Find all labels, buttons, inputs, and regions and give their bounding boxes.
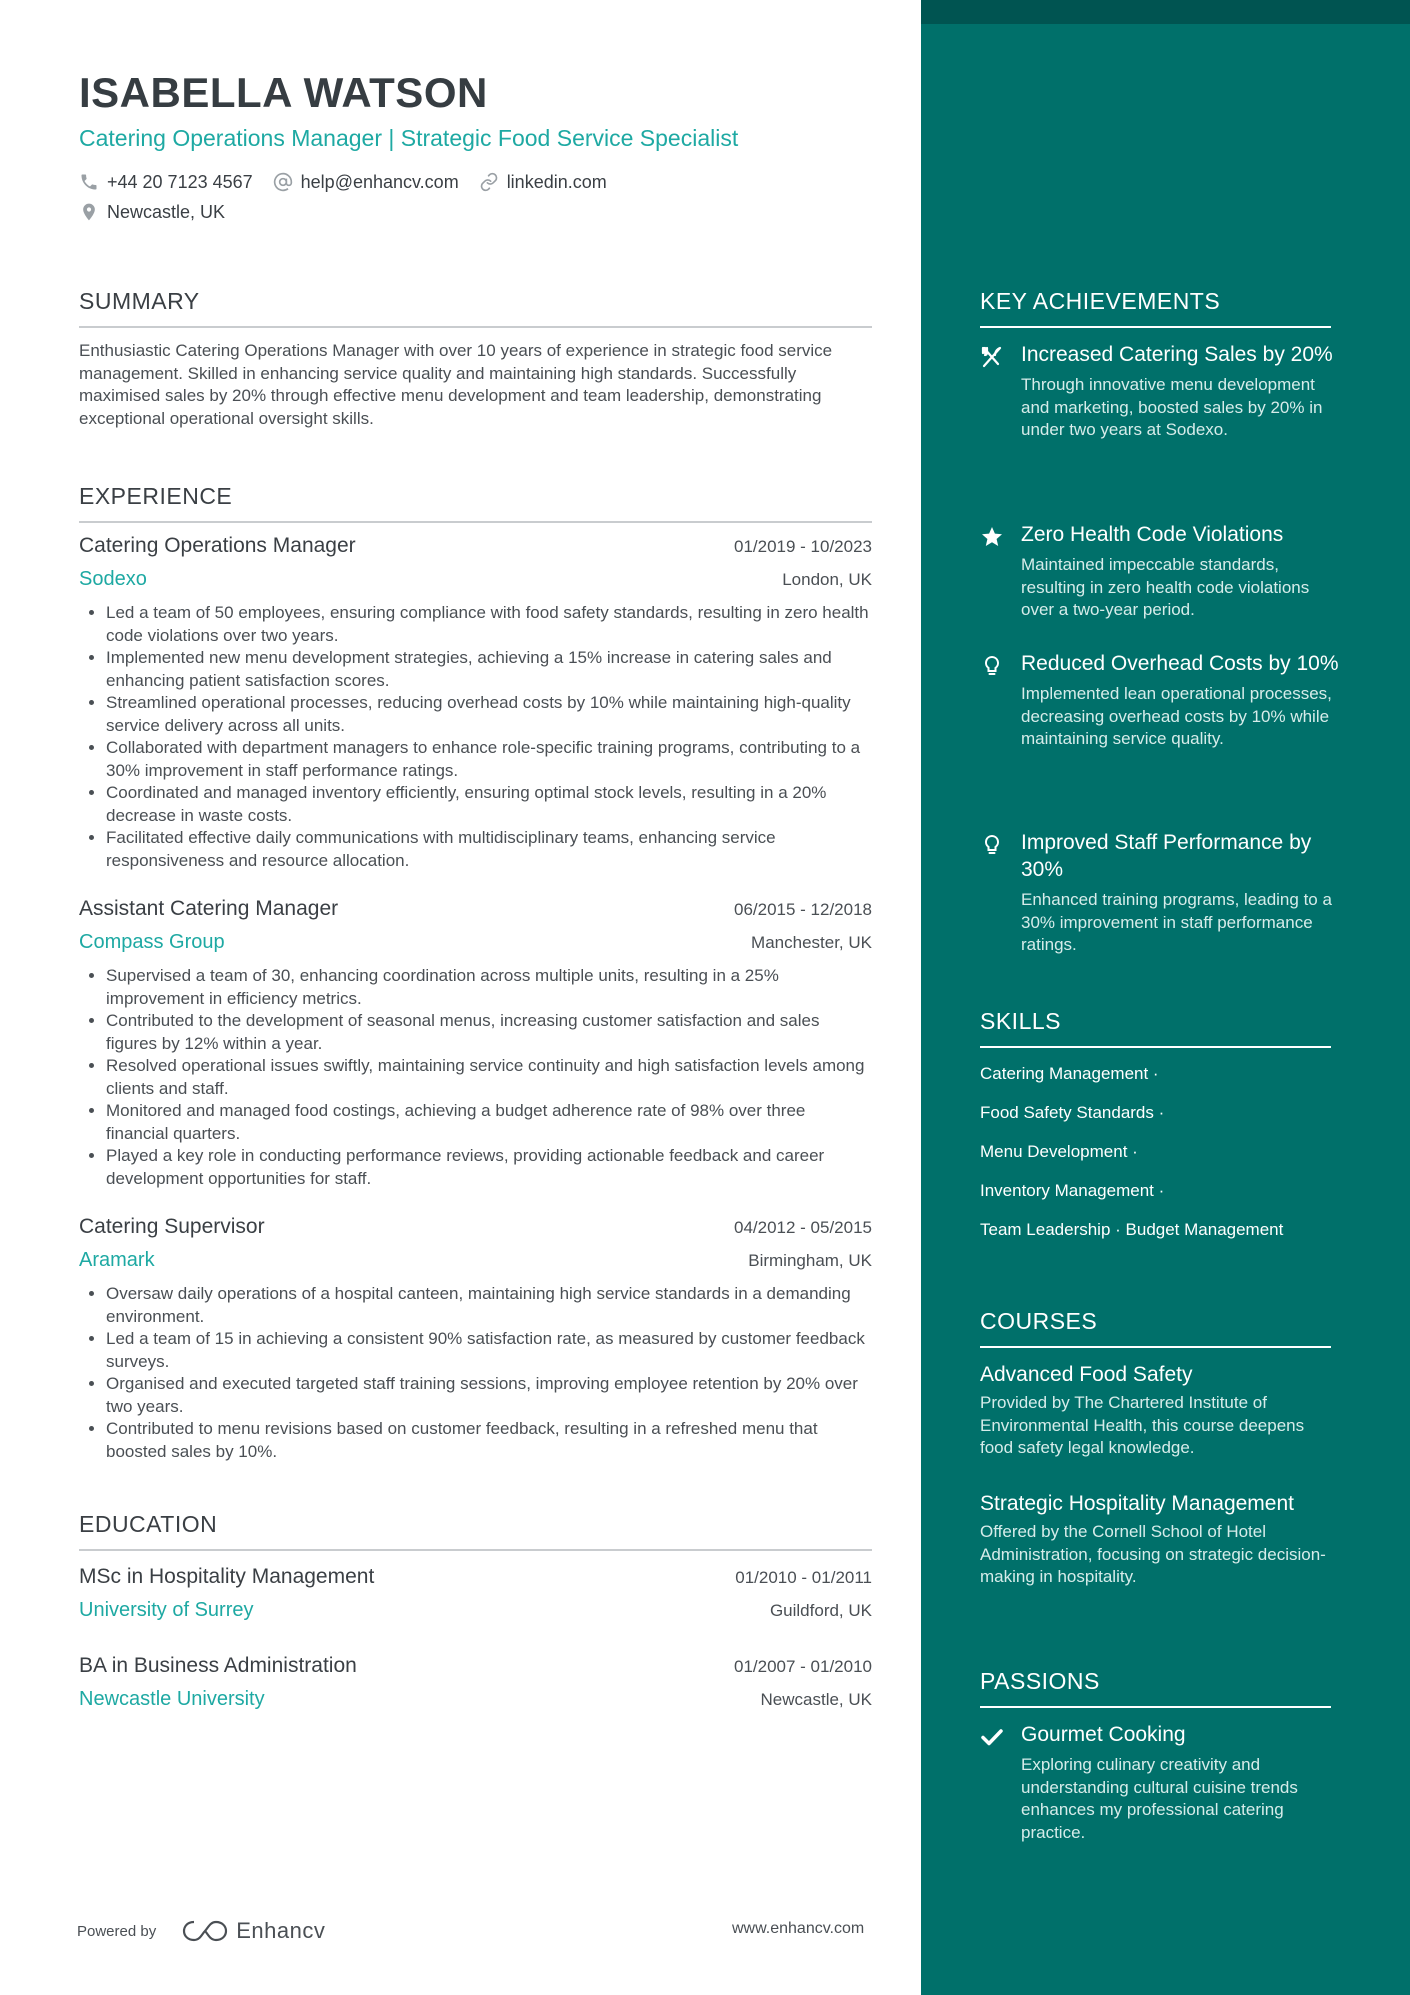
star-icon xyxy=(980,525,1004,549)
job-dates: 06/2015 - 12/2018 xyxy=(733,900,872,919)
job-role: Assistant Catering Manager xyxy=(79,897,339,920)
job-role: Catering Supervisor xyxy=(79,1215,265,1238)
checkmark-icon xyxy=(980,1725,1004,1749)
achievement-desc: Maintained impeccable standards, resulting in zero health code violations over a two-year period. xyxy=(1021,555,1310,619)
bullet-item: • Resolved operational issues swiftly, maintaining service continuity and high satisfaction levels among clients and staff. xyxy=(106,1055,872,1100)
footer-website[interactable]: www.enhancv.com xyxy=(732,1920,865,1937)
bullet-item: • Organised and executed targeted staff training sessions, improving employee retention by 20% over two years. xyxy=(106,1373,872,1418)
job-bullets xyxy=(79,965,872,1190)
phone-icon xyxy=(79,172,99,192)
bullet-item: • Led a team of 50 employees, ensuring compliance with food safety standards, resulting in zero health code violations over two years. xyxy=(106,602,872,647)
course-desc: Provided by The Chartered Institute of Environmental Health, this course deepens food safety legal knowledge. xyxy=(980,1393,1305,1457)
course-item xyxy=(980,1490,1330,1589)
school[interactable]: University of Surrey xyxy=(79,1599,254,1621)
job-role: Catering Operations Manager xyxy=(79,534,356,557)
bullet-item: • Led a team of 15 in achieving a consistent 90% satisfaction rate, as measured by customer feedback surveys. xyxy=(106,1328,872,1373)
job-bullets xyxy=(79,602,872,872)
degree: MSc in Hospitality Management xyxy=(79,1565,375,1588)
contact-row-secondary xyxy=(79,199,245,225)
bullet-item: • Contributed to the development of seasonal menus, increasing customer satisfaction and sales figures by 12% within a year. xyxy=(106,1010,872,1055)
email-text: help@enhancv.com xyxy=(300,171,459,192)
sidebar-column xyxy=(921,0,1410,1995)
job-bullets xyxy=(79,1283,872,1463)
course-item xyxy=(980,1361,1330,1460)
link-icon xyxy=(479,172,499,192)
course-desc: Offered by the Cornell School of Hotel Administration, focusing on strategic decision-making in hospitality. xyxy=(980,1522,1326,1586)
achievement-item xyxy=(980,650,1340,751)
achievement-desc: Enhanced training programs, leading to a 30% improvement in staff performance ratings. xyxy=(1021,890,1332,954)
passions-heading: PASSIONS xyxy=(980,1666,1331,1708)
candidate-title: Catering Operations Manager | Strategic Food Service Specialist xyxy=(79,125,739,151)
job-location: Manchester, UK xyxy=(751,933,872,952)
education-entry xyxy=(79,1654,872,1720)
enhancv-logo-icon xyxy=(182,1918,228,1944)
summary-text: Enthusiastic Catering Operations Manager with over 10 years of experience in strategic food service management. Skilled in enhancing service quality and maintaining high standards. Successfully maximised sales by 20% through effective menu development and team leadership, demonstrating exceptional operational oversight skills. xyxy=(79,341,833,428)
skill-line: Team Leadership · Budget Management xyxy=(980,1220,1284,1239)
degree: BA in Business Administration xyxy=(79,1654,357,1677)
at-sign-icon xyxy=(273,172,293,192)
crossed-utensils-icon xyxy=(980,345,1004,369)
skill-line: Catering Management · xyxy=(980,1064,1159,1083)
bullet-item: • Contributed to menu revisions based on customer feedback, resulting in a refreshed menu that boosted sales by 10%. xyxy=(106,1418,872,1463)
achievement-item xyxy=(980,521,1340,622)
education-dates: 01/2007 - 01/2010 xyxy=(733,1657,872,1676)
education-location: Guildford, UK xyxy=(769,1601,872,1620)
bullet-item: • Implemented new menu development strategies, achieving a 15% increase in catering sales and enhancing patient satisfaction scores. xyxy=(106,647,872,692)
bullet-item: • Oversaw daily operations of a hospital canteen, maintaining high service standards in a demanding environment. xyxy=(106,1283,872,1328)
job-location: Birmingham, UK xyxy=(748,1251,872,1270)
summary-heading: SUMMARY xyxy=(79,286,872,328)
bullet-item: • Collaborated with department managers to enhance role-specific training programs, contributing to a 30% improvement in staff performance ratings. xyxy=(106,737,872,782)
job-entry xyxy=(79,897,872,1190)
job-company[interactable]: Sodexo xyxy=(79,568,147,590)
course-title: Strategic Hospitality Management xyxy=(980,1492,1294,1515)
phone-text: +44 20 7123 4567 xyxy=(107,171,253,192)
job-dates: 01/2019 - 10/2023 xyxy=(733,537,872,556)
bullet-item: • Played a key role in conducting performance reviews, providing actionable feedback and career development opportunities for staff. xyxy=(106,1145,872,1190)
passion-desc: Exploring culinary creativity and understanding cultural cuisine trends enhances my professional catering practice. xyxy=(1021,1755,1298,1842)
job-company[interactable]: Aramark xyxy=(79,1249,155,1271)
education-dates: 01/2010 - 01/2011 xyxy=(735,1568,872,1587)
course-title: Advanced Food Safety xyxy=(980,1363,1193,1386)
linkedin-text: linkedin.com xyxy=(506,171,607,192)
passion-item xyxy=(980,1721,1340,1844)
bullet-item: • Streamlined operational processes, reducing overhead costs by 10% while maintaining high-quality service delivery across all units. xyxy=(106,692,872,737)
achievement-item xyxy=(980,341,1340,442)
achievement-title: Improved Staff Performance by 30% xyxy=(1021,831,1312,881)
achievement-title: Zero Health Code Violations xyxy=(1021,523,1284,546)
experience-heading: EXPERIENCE xyxy=(79,481,872,523)
location-text: Newcastle, UK xyxy=(107,201,226,222)
job-dates: 04/2012 - 05/2015 xyxy=(733,1218,872,1237)
job-location: London, UK xyxy=(782,570,872,589)
footer-branding[interactable] xyxy=(77,1916,325,1946)
skill-line: Inventory Management · xyxy=(980,1181,1165,1200)
bullet-item: • Facilitated effective daily communications with multidisciplinary teams, enhancing service responsiveness and resource allocation. xyxy=(106,827,872,872)
courses-heading: COURSES xyxy=(980,1306,1331,1348)
powered-by-text: Powered by xyxy=(77,1922,157,1940)
skills-heading: SKILLS xyxy=(980,1006,1331,1048)
education-entry xyxy=(79,1565,872,1631)
achievement-desc: Implemented lean operational processes, decreasing overhead costs by 10% while maintaining service quality. xyxy=(1021,684,1332,748)
skill-line: Food Safety Standards · xyxy=(980,1103,1165,1122)
education-location: Newcastle, UK xyxy=(760,1690,872,1709)
lightbulb-icon xyxy=(980,833,1004,857)
job-entry xyxy=(79,1215,872,1463)
school[interactable]: Newcastle University xyxy=(79,1688,265,1710)
achievements-heading: KEY ACHIEVEMENTS xyxy=(980,286,1331,328)
contact-location xyxy=(79,202,225,223)
location-pin-icon xyxy=(79,202,99,222)
contact-email[interactable] xyxy=(273,172,459,193)
contact-row-primary xyxy=(79,169,627,195)
skill-line: Menu Development · xyxy=(980,1142,1138,1161)
achievement-title: Reduced Overhead Costs by 10% xyxy=(1021,652,1339,675)
contact-phone[interactable] xyxy=(79,172,253,193)
lightbulb-icon xyxy=(980,654,1004,678)
passion-title: Gourmet Cooking xyxy=(1021,1723,1186,1746)
contact-linkedin[interactable] xyxy=(479,172,607,193)
achievement-title: Increased Catering Sales by 20% xyxy=(1021,343,1333,366)
sidebar-top-band xyxy=(921,0,1410,24)
education-heading: EDUCATION xyxy=(79,1509,872,1551)
achievement-item xyxy=(980,829,1340,957)
brand-name: Enhancv xyxy=(236,1918,326,1943)
job-company[interactable]: Compass Group xyxy=(79,931,225,953)
candidate-name: ISABELLA WATSON xyxy=(79,69,488,116)
bullet-item: • Monitored and managed food costings, achieving a budget adherence rate of 98% over three financial quarters. xyxy=(106,1100,872,1145)
bullet-item: • Supervised a team of 30, enhancing coordination across multiple units, resulting in a 25% improvement in efficiency metrics. xyxy=(106,965,872,1010)
job-entry xyxy=(79,534,872,872)
achievement-desc: Through innovative menu development and marketing, boosted sales by 20% in under two years at Sodexo. xyxy=(1021,375,1323,439)
bullet-item: • Coordinated and managed inventory efficiently, ensuring optimal stock levels, resulting in a 20% decrease in waste costs. xyxy=(106,782,872,827)
